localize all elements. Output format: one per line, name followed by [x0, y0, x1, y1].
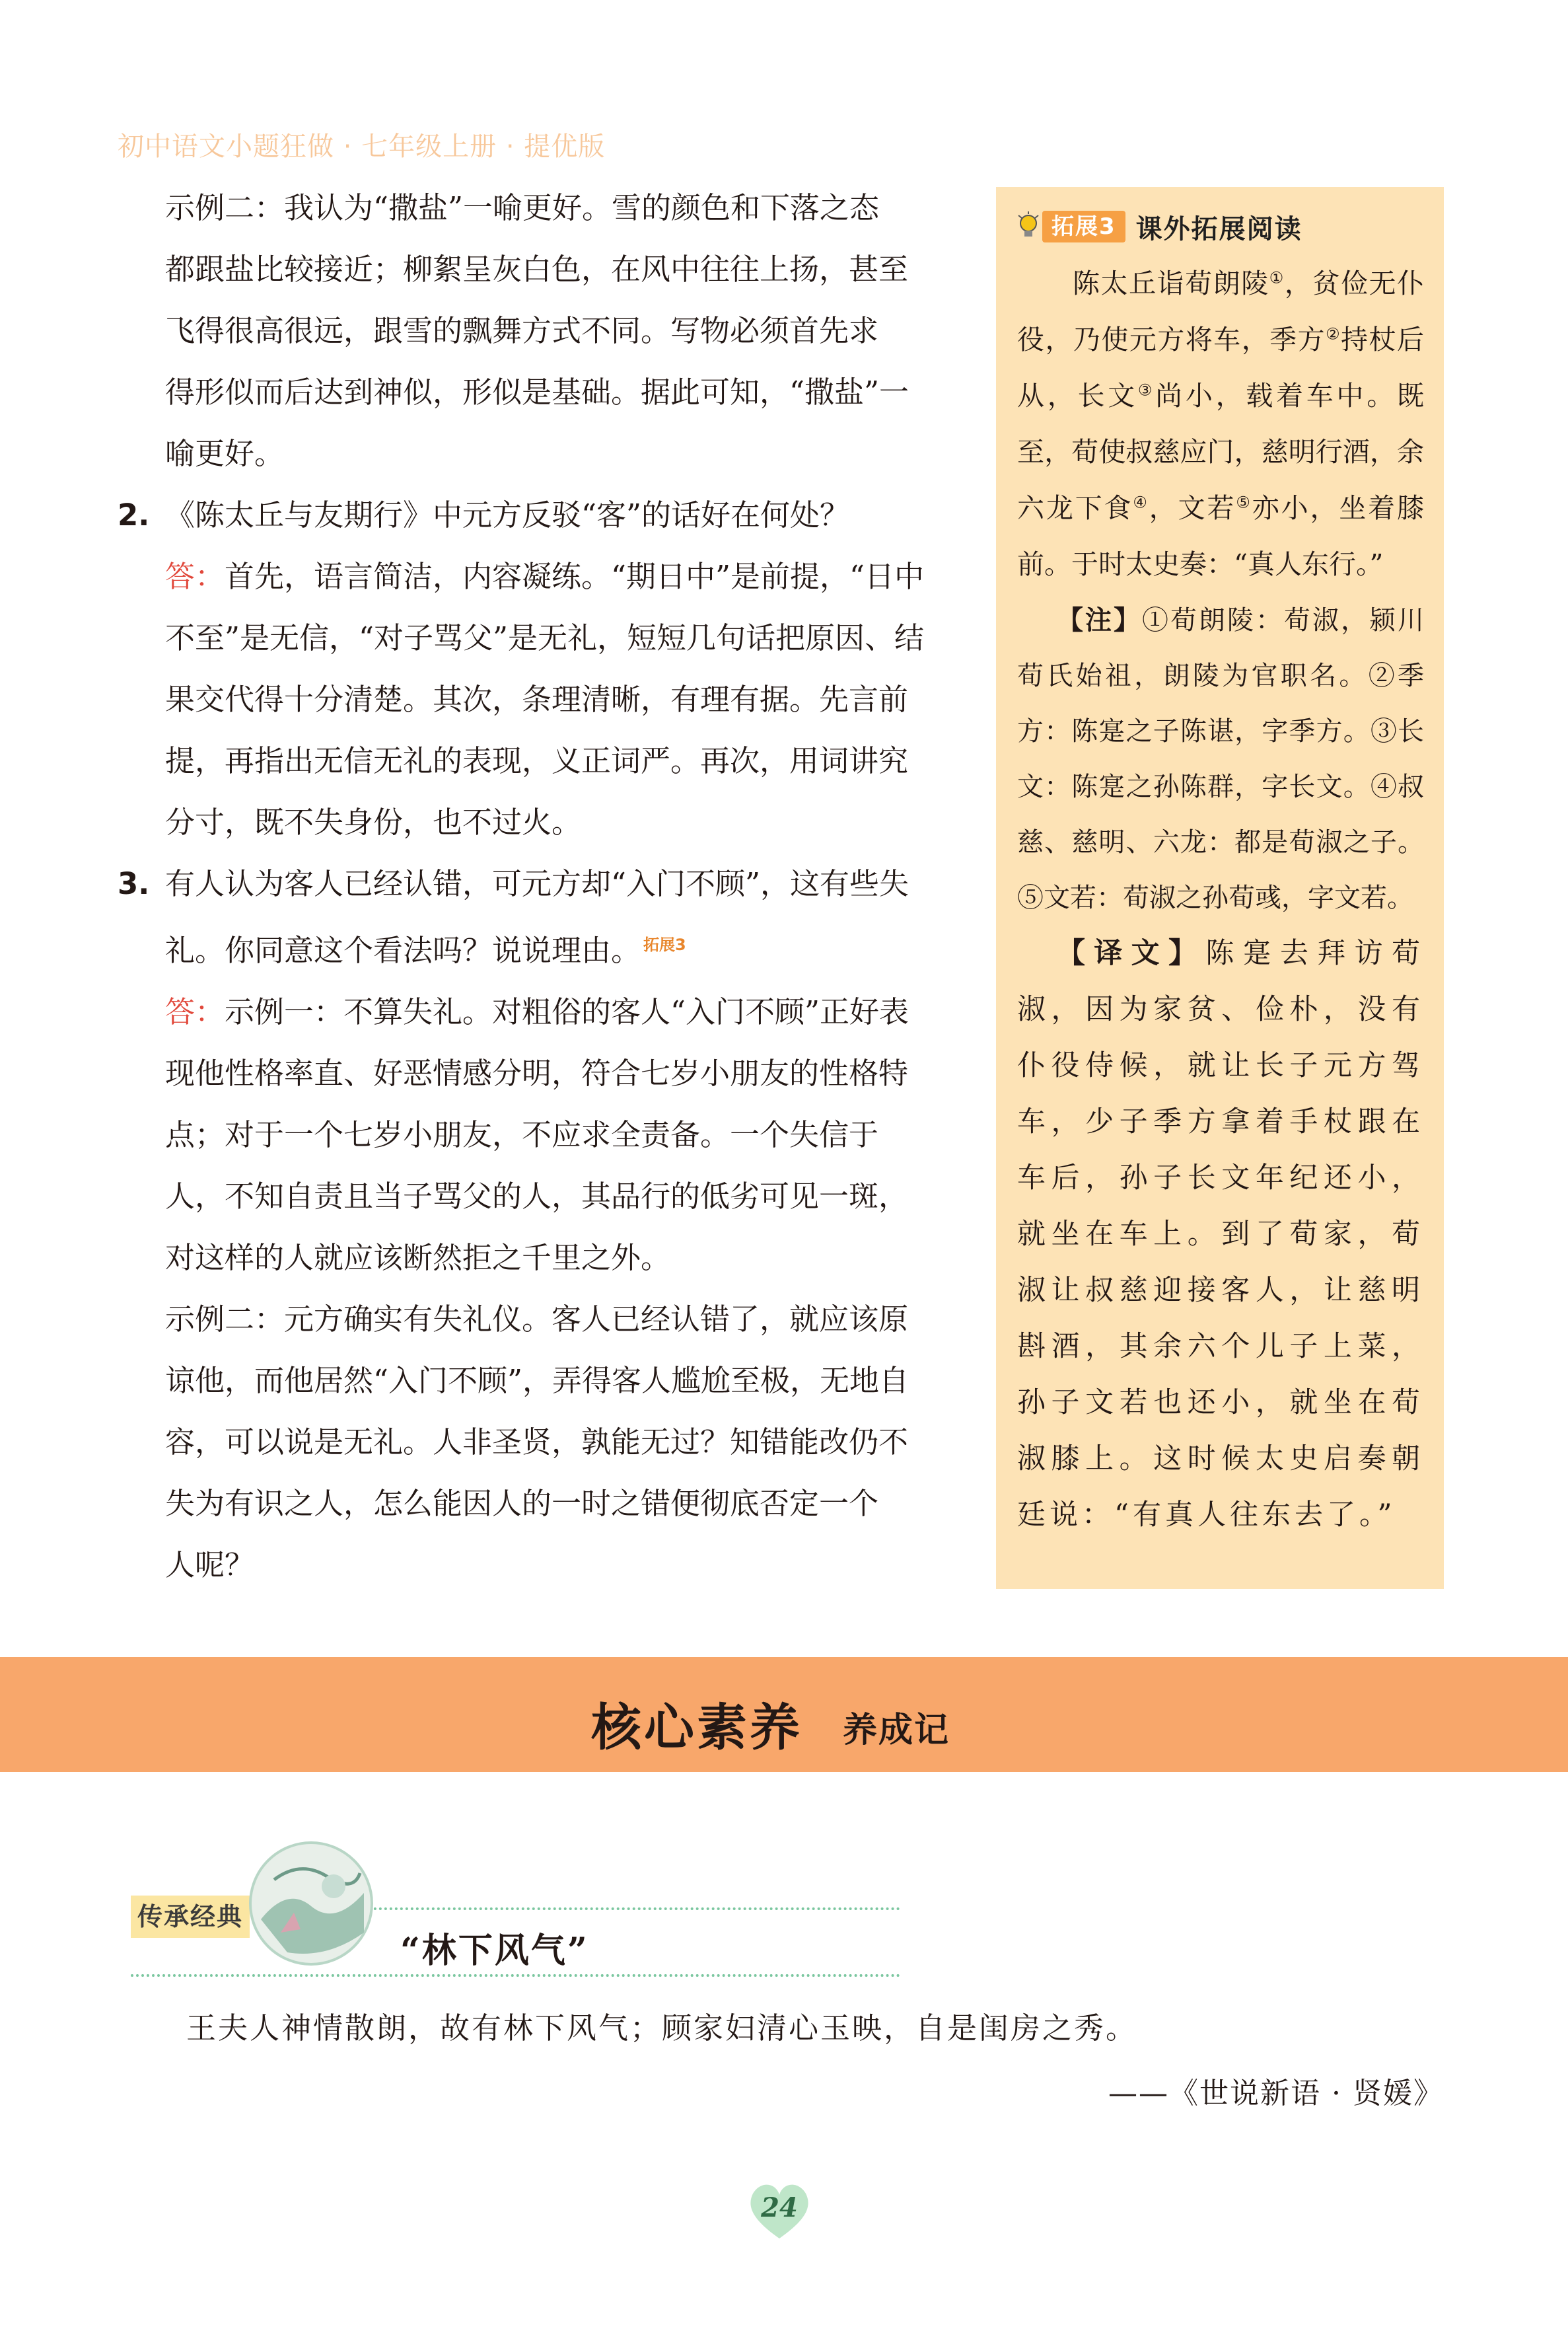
footnote-marker: ④: [1133, 493, 1149, 512]
question-text: 《陈太丘与友期行》中元方反驳“客”的话好在何处？: [165, 498, 850, 533]
question-3: [118, 853, 970, 914]
example2-line: 得形似而后达到神似，形似是基础。据此可知，“撒盐”一: [165, 375, 909, 410]
lightbulb-icon: [1017, 211, 1040, 242]
notes-label: 【注】: [1057, 605, 1142, 636]
classic-title: “林下风气”: [400, 1931, 589, 1971]
answer-line: 对这样的人就应该断然拒之千里之外。: [165, 1240, 671, 1275]
answer-line: 不至”是无信，“对子骂父”是无礼，短短几句话把原因、结: [165, 620, 925, 655]
answer-line: 现他性格率直、好恶情感分明，符合七岁小朋友的性格特: [165, 1056, 909, 1091]
question-number: 2.: [118, 498, 150, 533]
translation-text: 陈寔去拜访荀淑，因为家贫、俭朴，没有仆役侍候，就让长子元方驾车，少子季方拿着手杖跟在车后，孙子长文年纪还小，就坐在车上。到了荀家，荀淑让叔慈迎接客人，让慈明斟酒，其余六个儿子上菜，孙子文若也还小，就坐在荀淑膝上。这时候太史启奏朝廷说：“有真人往东去了。”: [1017, 937, 1425, 1532]
classic-label: 传承经典: [131, 1896, 250, 1938]
example2-line: 都跟盐比较接近；柳絮呈灰白色，在风中往往上扬，甚至: [165, 252, 909, 287]
running-header: 初中语文小题狂做 · 七年级上册 · 提优版: [118, 131, 606, 162]
answer-line: 果交代得十分清楚。其次，条理清晰，有理有据。先言前: [165, 682, 909, 717]
landscape-painting-icon: [248, 1840, 374, 1967]
extension-tag: 拓展3: [643, 936, 686, 954]
answer-label: 答：: [165, 559, 225, 594]
answer-line: 容，可以说是无礼。人非圣贤，孰能无过？知错能改仍不: [165, 1424, 909, 1459]
translation-label: 【译文】: [1057, 937, 1206, 970]
answer-line: [118, 546, 970, 607]
answer-line: 示例二：元方确实有失礼仪。客人已经认错了，就应该原: [165, 1302, 909, 1337]
notes: [1017, 593, 1424, 926]
text-segment: ，文若: [1149, 492, 1236, 524]
classic-quote: 王夫人神情散朗，故有林下风气；顾家妇清心玉映，自是闺房之秀。: [186, 2011, 1138, 2046]
answer-line: 失为有识之人，怎么能因人的一时之错便彻底否定一个: [165, 1486, 879, 1521]
answer-line: 分寸，既不失身份，也不过火。: [165, 805, 582, 840]
text-segment: ，贫俭无仆役，乃使元方将车，季方: [1017, 268, 1425, 355]
text-segment: 持杖后从，长文: [1017, 324, 1425, 412]
dotted-divider: [131, 1974, 900, 1977]
extension-header: [1017, 207, 1424, 246]
example2-line: 喻更好。: [165, 436, 285, 471]
text-segment: 陈太丘诣荀朗陵: [1073, 268, 1269, 299]
section-title: 核心素养: [591, 1698, 802, 1757]
quote-source: ——《世说新语 · 贤媛》: [1108, 2077, 1444, 2110]
answer-text: 示例一：不算失礼。对粗俗的客人“入门不顾”正好表: [225, 994, 909, 1029]
section-subtitle: 养成记: [843, 1710, 950, 1750]
footnote-marker: ②: [1326, 324, 1341, 344]
answer-line: 人，不知自责且当子骂父的人，其品行的低劣可见一斑，: [165, 1179, 909, 1214]
question-text-line: [118, 914, 970, 981]
answer-line: 提，再指出无信无礼的表现，义正词严。再次，用词讲究: [165, 743, 909, 778]
question-text: 有人认为客人已经认错，可元方却“入门不顾”，这有些失: [165, 866, 909, 901]
example2-line: 飞得很高很远，跟雪的飘舞方式不同。写物必须首先求: [165, 313, 879, 348]
answer-line: 人呢？: [165, 1547, 255, 1582]
extension-tag: 拓展3: [1042, 211, 1125, 242]
page-number: 24: [761, 2192, 798, 2223]
answer-line: 谅他，而他居然“入门不顾”，弄得客人尴尬至极，无地自: [165, 1363, 909, 1398]
answer-label: 答：: [165, 994, 225, 1029]
answer-line: [118, 981, 970, 1043]
section-band: [0, 1657, 1568, 1772]
question-text: 礼。你同意这个看法吗？说说理由。: [165, 933, 641, 968]
example2-line: 示例二：我认为“撒盐”一喻更好。雪的颜色和下落之态: [165, 190, 880, 225]
answer-text: 首先，语言简洁，内容凝练。“期日中”是前提，“日中: [225, 559, 925, 594]
extension-reading-box: [996, 187, 1444, 1589]
footnote-marker: ③: [1137, 381, 1156, 400]
question-2: [118, 484, 970, 546]
footnote-marker: ⑤: [1236, 493, 1252, 512]
classical-text: [1017, 256, 1424, 593]
left-column: [118, 177, 970, 1596]
answer-line: 点；对于一个七岁小朋友，不应求全责备。一个失信于: [165, 1117, 879, 1152]
text-segment: 尚小，载着车中。既至，荀使叔慈应门，慈明行酒，余六龙下食: [1017, 380, 1425, 524]
question-number: 3.: [118, 866, 150, 901]
footnote-marker: ①: [1269, 268, 1285, 287]
translation: [1017, 926, 1424, 1543]
notes-text: ①荀朗陵：荀淑，颍川荀氏始祖，朗陵为官职名。②季方：陈寔之子陈谌，字季方。③长文：陈寔之孙陈群，字长文。④叔慈、慈明、六龙：都是荀淑之子。⑤文若：荀淑之孙荀彧，字文若。: [1017, 605, 1424, 913]
text-segment: 亦小，坐着膝前。于时太史奏：“真人东行。”: [1017, 492, 1425, 580]
extension-title: 课外拓展阅读: [1135, 213, 1302, 244]
